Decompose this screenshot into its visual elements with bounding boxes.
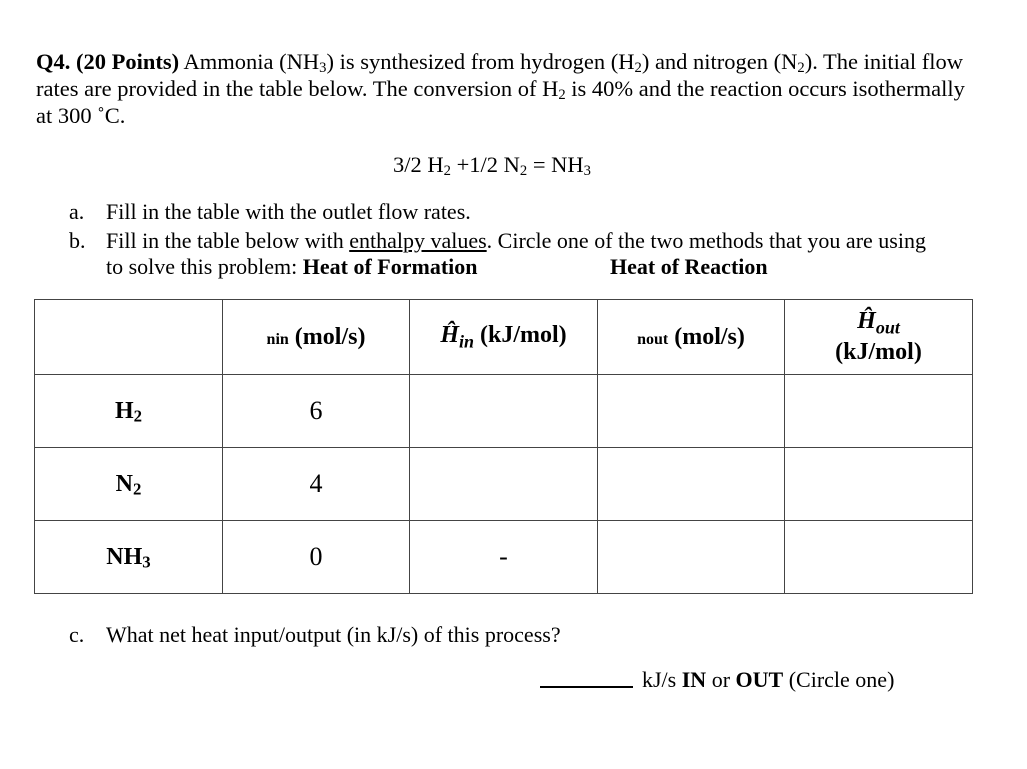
text: Fill in the table below with <box>106 228 350 253</box>
hin-cell[interactable] <box>410 448 598 521</box>
nin-cell: 4 <box>223 448 410 521</box>
question-text-part: ) and nitrogen (N <box>641 49 798 74</box>
part-b-line2 <box>69 254 989 280</box>
text: kJ/s <box>642 667 682 692</box>
part-a-label: a. <box>69 199 85 224</box>
answer-in-option[interactable]: IN <box>681 667 707 692</box>
hin-cell: - <box>410 521 598 594</box>
text: H <box>114 397 134 424</box>
question-text-part: Ammonia (NH <box>179 49 320 74</box>
subscript: 3 <box>583 162 591 179</box>
text: (Circle one) <box>783 667 895 692</box>
text: Ĥ <box>440 321 459 348</box>
question-number: Q4. <box>36 49 71 74</box>
nout-cell[interactable] <box>598 375 785 448</box>
text: (kJ/mol) <box>474 321 567 348</box>
text: 2 <box>132 478 142 498</box>
part-b-methods <box>106 254 478 280</box>
subscript: 3 <box>319 59 327 76</box>
subscript: 2 <box>634 59 642 76</box>
text: in <box>458 331 474 352</box>
subscript: 2 <box>519 162 528 179</box>
part-c-label: c. <box>69 622 85 647</box>
header-hin <box>410 300 598 375</box>
text: NH <box>106 543 143 570</box>
answer-blank-line[interactable] <box>540 686 633 688</box>
question-text-part: is 40% and the reaction occurs isothermally at 300 ˚C. <box>36 76 965 128</box>
part-b-label: b. <box>69 228 86 253</box>
text: Ĥ <box>857 308 876 335</box>
method-heat-of-reaction[interactable]: Heat of Reaction <box>610 254 768 279</box>
subscript: 2 <box>558 86 566 103</box>
species-cell <box>35 448 223 521</box>
nout-cell[interactable] <box>598 521 785 594</box>
eq-part: +1/2 N <box>450 152 520 177</box>
text: nout <box>637 330 669 348</box>
part-a <box>69 199 989 225</box>
nout-cell[interactable] <box>598 448 785 521</box>
enthalpy-values-underlined: enthalpy values <box>349 228 487 253</box>
part-c <box>69 622 989 648</box>
part-a-text: Fill in the table with the outlet flow rates. <box>106 199 471 224</box>
reaction-equation <box>393 152 591 178</box>
text: to solve this problem: <box>106 254 298 279</box>
hout-cell[interactable] <box>785 448 973 521</box>
subscript: 2 <box>797 59 805 76</box>
header-nin <box>223 300 410 375</box>
header-nout <box>598 300 785 375</box>
text: nin <box>266 330 289 348</box>
table-row <box>35 521 973 594</box>
species-cell <box>35 375 223 448</box>
text: 2 <box>133 405 143 425</box>
text: or <box>706 667 736 692</box>
header-hout <box>785 300 973 375</box>
text: 3 <box>142 551 151 571</box>
text: out <box>875 317 900 338</box>
answer-out-option[interactable]: OUT <box>735 667 784 692</box>
eq-part: = NH <box>527 152 584 177</box>
hout-cell[interactable] <box>785 375 973 448</box>
hout-cell[interactable] <box>785 521 973 594</box>
part-b-text <box>106 228 926 254</box>
text: (mol/s) <box>668 323 745 350</box>
table-row <box>35 448 973 521</box>
method-heat-of-formation[interactable]: Heat of Formation <box>302 254 478 279</box>
text: (mol/s) <box>288 323 366 350</box>
flow-table <box>34 299 973 594</box>
text: N <box>115 470 133 497</box>
text: (kJ/mol) <box>835 338 922 365</box>
part-b <box>69 228 989 254</box>
subscript: 2 <box>443 162 451 179</box>
part-c-text: What net heat input/output (in kJ/s) of this process? <box>106 622 561 647</box>
nin-cell: 0 <box>223 521 410 594</box>
table-row <box>35 375 973 448</box>
eq-part: 3/2 H <box>393 152 444 177</box>
question-text <box>36 48 986 129</box>
nin-cell: 6 <box>223 375 410 448</box>
question-text-part: ) is synthesized from hydrogen (H <box>326 49 635 74</box>
table-header-row <box>35 300 973 375</box>
question-text-part: ). The initial flow rates are provided in the table below. The conversion of H <box>36 49 964 101</box>
hin-cell[interactable] <box>410 375 598 448</box>
answer-text <box>642 667 894 693</box>
species-cell <box>35 521 223 594</box>
question-points: (20 Points) <box>76 49 180 74</box>
text: . Circle one of the two methods that you are using <box>486 228 926 253</box>
header-empty <box>35 300 223 375</box>
